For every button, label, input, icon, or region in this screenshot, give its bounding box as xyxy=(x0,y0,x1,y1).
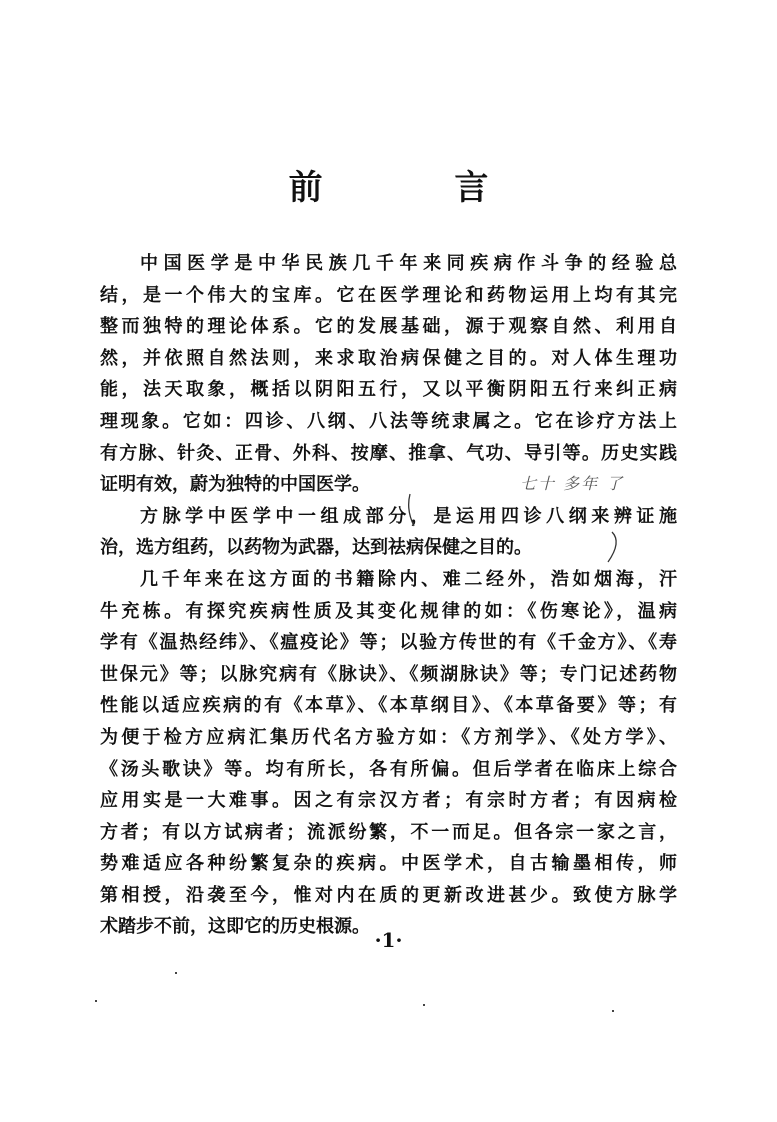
text-line: 性能以适应疾病的有《本草》、《本草纲目》、《本草备要》等；有 xyxy=(100,695,677,717)
handwritten-bracket-marks xyxy=(400,468,630,568)
text-line: 几千年来在这方面的书籍除内、难二经外，浩如烟海，汗 xyxy=(140,568,677,590)
text-line: 世保元》等；以脉究病有《脉诀》、《频湖脉诀》等；专门记述药物 xyxy=(100,663,677,685)
page-number: ·1· xyxy=(374,928,403,952)
paragraph-3 xyxy=(100,564,677,943)
text-line: 方脉学中医学中一组成部分，是运用四诊八纲来辨证施 xyxy=(140,505,677,527)
text-line: 结，是一个伟大的宝库。它在医学理论和药物运用上均有其完 xyxy=(100,284,677,306)
text-line: 为便于检方应病汇集历代名方验方如：《方剂学》、《处方学》、 xyxy=(100,726,677,748)
text-line: 牛充栋。有探究疾病性质及其变化规律的如：《伤寒论》，温病 xyxy=(100,600,677,622)
page-title: 前 言 xyxy=(288,168,549,208)
text-line: 中国医学是中华民族几千年来同疾病作斗争的经验总 xyxy=(140,253,677,274)
scan-speck xyxy=(423,1004,425,1006)
text-line: 证明有效，蔚为独特的中国医学。 xyxy=(100,474,370,496)
preface-body xyxy=(100,248,677,943)
handwritten-annotation: 七十 多年 了 xyxy=(520,474,625,493)
scan-speck xyxy=(175,972,177,974)
text-line: 术踏步不前，这即它的历史根源。 xyxy=(100,916,370,938)
scan-speck xyxy=(95,1000,97,1002)
paragraph-1 xyxy=(100,248,677,501)
scan-speck xyxy=(612,1010,614,1012)
text-line: 学有《温热经纬》、《瘟疫论》等；以验方传世的有《千金方》、《寿 xyxy=(100,632,677,654)
text-line: 有方脉、针灸、正骨、外科、按摩、推拿、气功、导引等。历史实践 xyxy=(100,442,677,464)
text-line: 方者；有以方试病者；流派纷繁，不一而足。但各宗一家之言， xyxy=(100,821,677,843)
text-line: 第相授，沿袭至今，惟对内在质的更新改进甚少。致使方脉学 xyxy=(100,884,677,906)
text-line: 理现象。它如：四诊、八纲、八法等统隶属之。它在诊疗方法上 xyxy=(100,410,677,432)
text-line: 整而独特的理论体系。它的发展基础，源于观察自然、利用自 xyxy=(100,316,677,338)
text-line: 应用实是一大难事。因之有宗汉方者；有宗时方者；有因病检 xyxy=(100,790,677,812)
text-line: 能，法天取象，概括以阴阳五行，又以平衡阴阳五行来纠正病 xyxy=(100,379,677,401)
text-line: 治，选方组药，以药物为武器，达到祛病保健之目的。 xyxy=(100,537,532,559)
text-line: 然，并依照自然法则，来求取治病保健之目的。对人体生理功 xyxy=(100,347,677,369)
text-line: 势难适应各种纷繁复杂的疾病。中医学术，自古输墨相传，师 xyxy=(100,853,677,875)
text-line: 《汤头歌诀》等。均有所长，各有所偏。但后学者在临床上综合 xyxy=(100,758,677,780)
